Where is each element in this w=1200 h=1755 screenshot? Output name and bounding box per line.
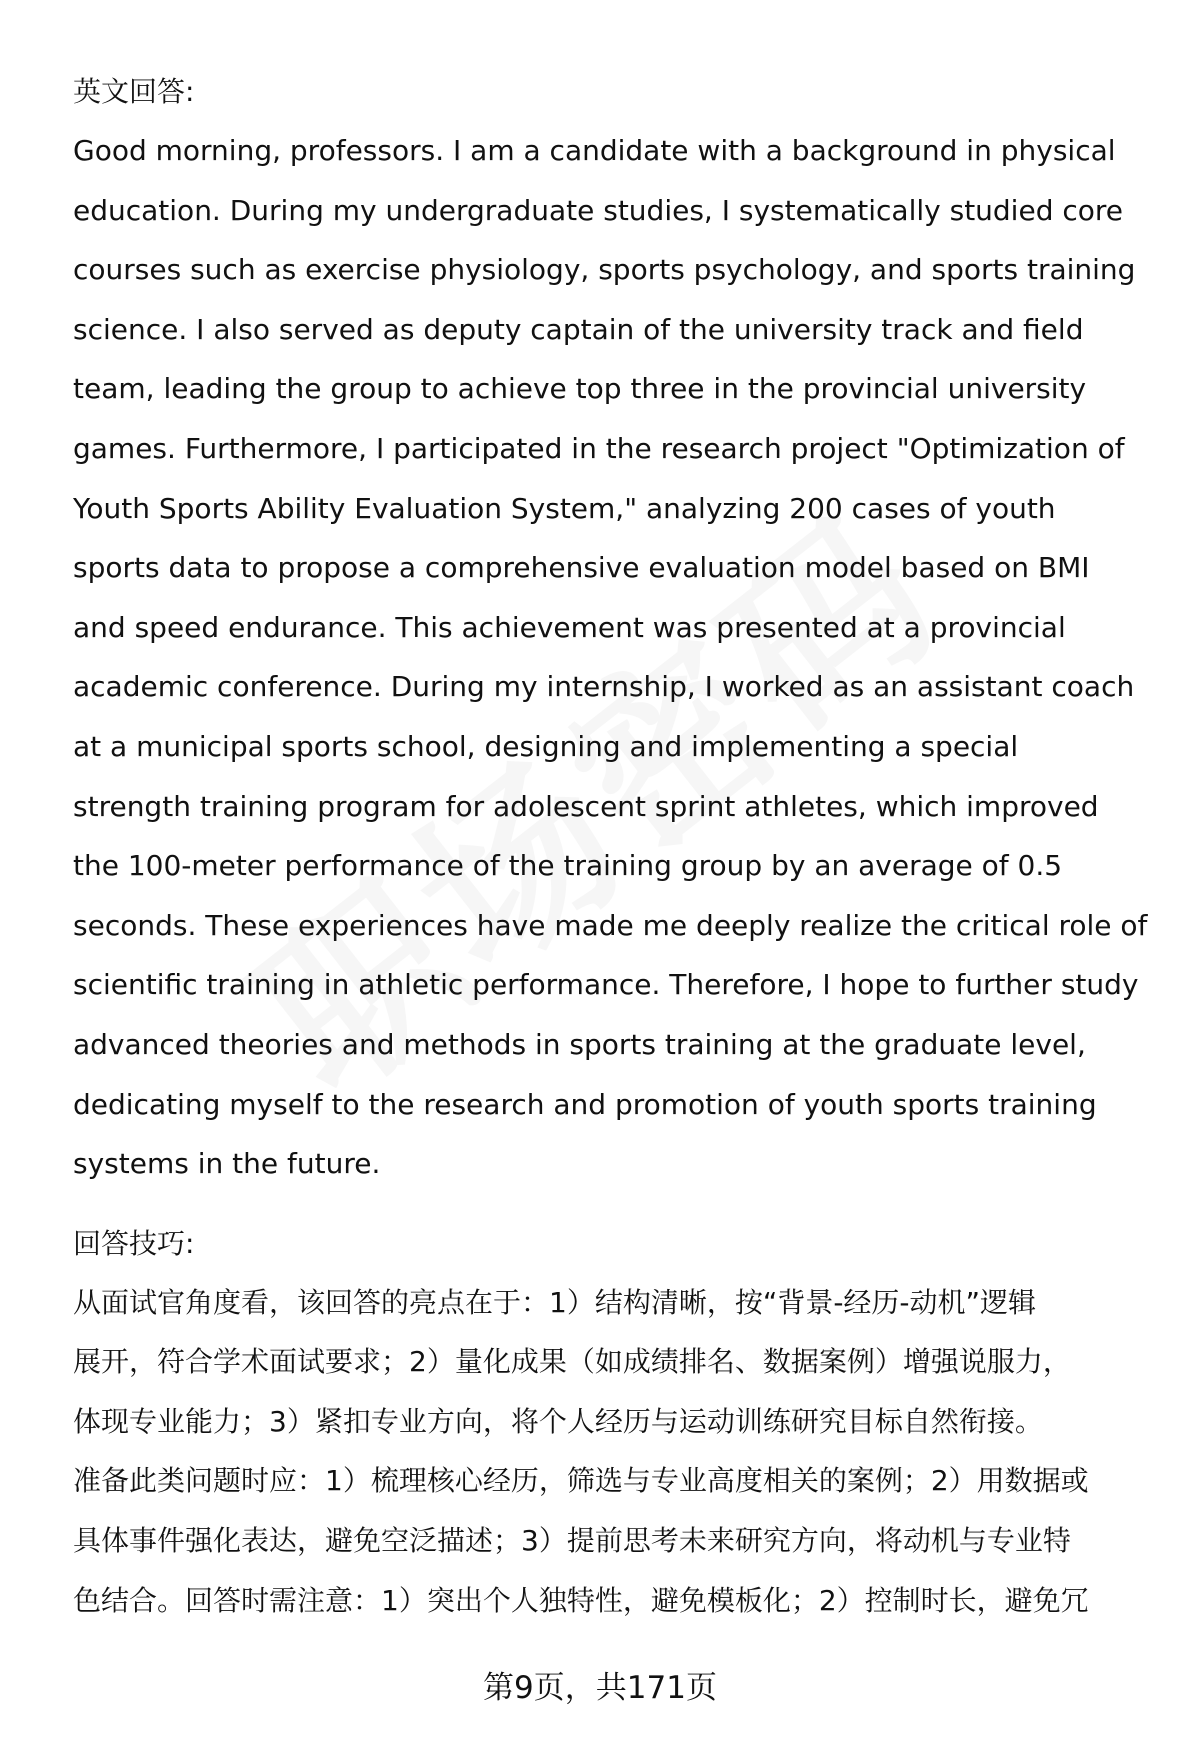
paragraph-line: 从面试官角度看，该回答的亮点在于：1）结构清晰，按“背景-经历-动机”逻辑 xyxy=(73,1285,1037,1319)
paragraph-line: dedicating myself to the research and promotion of youth sports training xyxy=(73,1087,1097,1121)
paragraph-line: games. Furthermore, I participated in the research project "Optimization of xyxy=(73,431,1125,465)
paragraph-line: academic conference. During my internship, I worked as an assistant coach xyxy=(73,670,1135,704)
paragraph-line: systems in the future. xyxy=(73,1147,381,1181)
paragraph-line: science. I also served as deputy captain of the university track and field xyxy=(73,312,1084,346)
paragraph-line: education. During my undergraduate studies, I systematically studied core xyxy=(73,193,1124,227)
paragraph-line: courses such as exercise physiology, sports psychology, and sports training xyxy=(73,253,1136,287)
paragraph-line: and speed endurance. This achievement was presented at a provincial xyxy=(73,610,1066,644)
paragraph-line: advanced theories and methods in sports training at the graduate level, xyxy=(73,1027,1086,1061)
paragraph-line: strength training program for adolescent sprint athletes, which improved xyxy=(73,789,1099,823)
paragraph-line: at a municipal sports school, designing and implementing a special xyxy=(73,729,1019,763)
paragraph-line: 体现专业能力；3）紧扣专业方向，将个人经历与运动训练研究目标自然衔接。 xyxy=(73,1404,1043,1438)
answer-tips-paragraph xyxy=(73,1273,1153,1631)
paragraph-line: seconds. These experiences have made me deeply realize the critical role of xyxy=(73,908,1148,942)
paragraph-line: the 100-meter performance of the training group by an average of 0.5 xyxy=(73,849,1063,883)
page-content xyxy=(73,62,1153,1630)
page-number-footer: 第9页，共171页 xyxy=(483,1670,717,1706)
paragraph-line: 色结合。回答时需注意：1）突出个人独特性，避免模板化；2）控制时长，避免冗 xyxy=(73,1583,1089,1617)
paragraph-line: 准备此类问题时应：1）梳理核心经历，筛选与专业高度相关的案例；2）用数据或 xyxy=(73,1464,1089,1498)
paragraph-line: Youth Sports Ability Evaluation System," analyzing 200 cases of youth xyxy=(73,491,1056,525)
english-answer-paragraph xyxy=(73,121,1153,1194)
paragraph-line: 展开，符合学术面试要求；2）量化成果（如成绩排名、数据案例）增强说服力， xyxy=(73,1345,1071,1379)
answer-tips-heading: 回答技巧: xyxy=(73,1226,195,1260)
section-gap xyxy=(73,1194,1153,1214)
paragraph-line: Good morning, professors. I am a candidate with a background in physical xyxy=(73,134,1116,167)
paragraph-line: team, leading the group to achieve top three in the provincial university xyxy=(73,372,1087,406)
paragraph-line: sports data to propose a comprehensive evaluation model based on BMI xyxy=(73,551,1090,585)
paragraph-line: 具体事件强化表达，避免空泛描述；3）提前思考未来研究方向，将动机与专业特 xyxy=(73,1524,1071,1558)
paragraph-line: scientific training in athletic performance. Therefore, I hope to further study xyxy=(73,968,1139,1002)
english-answer-heading: 英文回答: xyxy=(73,75,195,108)
